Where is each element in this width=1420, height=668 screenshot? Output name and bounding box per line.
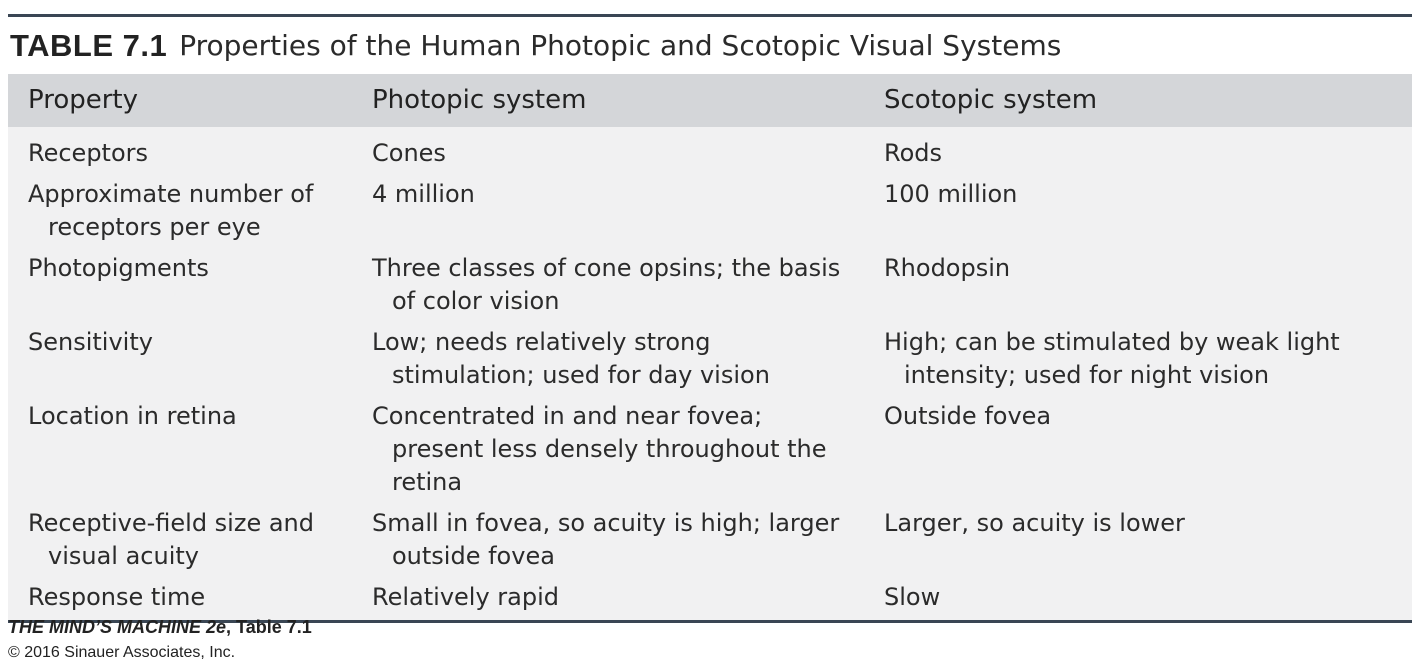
property-cell: Approximate number of receptors per eye [28,180,314,241]
header-scotopic: Scotopic system [884,85,1098,115]
table-title-row [8,17,1412,74]
photopic-cell: Low; needs relatively strong stimulation; used for day vision [372,328,770,389]
scotopic-cell: Rods [884,139,943,167]
table-title: Properties of the Human Photopic and Scotopic Visual Systems [179,29,1062,62]
property-cell: Photopigments [28,254,209,282]
property-cell: Location in retina [28,402,237,430]
data-table [8,74,1412,623]
header-photopic: Photopic system [372,85,587,115]
source-table-ref: , Table 7.1 [226,617,312,637]
table-row [8,400,1412,499]
scotopic-cell: Outside fovea [884,402,1052,430]
table-row [8,252,1412,318]
property-cell: Receptors [28,139,149,167]
scotopic-cell: Larger, so acuity is lower [884,509,1185,537]
table-row [8,581,1412,614]
property-cell: Sensitivity [28,328,153,356]
source-citation [8,617,312,638]
table-number: TABLE 7.1 [10,27,168,63]
property-cell: Receptive-field size and visual acuity [28,509,314,570]
table-row [8,137,1412,170]
source-book-title: THE MIND’S MACHINE 2e [8,617,227,637]
table-row [8,507,1412,573]
table-container [8,14,1412,623]
photopic-cell: Concentrated in and near fovea; present less densely throughout the retina [372,402,827,496]
photopic-cell: Three classes of cone opsins; the basis of color vision [372,254,841,315]
property-cell: Response time [28,583,206,611]
scotopic-cell: Slow [884,583,941,611]
scotopic-cell: High; can be stimulated by weak light intensity; used for night vision [884,328,1340,389]
scotopic-cell: 100 million [884,180,1018,208]
copyright-notice: © 2016 Sinauer Associates, Inc. [8,644,236,661]
photopic-cell: Cones [372,139,446,167]
photopic-cell: Small in fovea, so acuity is high; larger outside fovea [372,509,840,570]
scotopic-cell: Rhodopsin [884,254,1011,282]
header-property: Property [28,85,139,115]
table-row [8,178,1412,244]
table-row [8,326,1412,392]
photopic-cell: 4 million [372,180,475,208]
photopic-cell: Relatively rapid [372,583,559,611]
table-body [8,127,1412,620]
table-header-row [8,74,1412,127]
